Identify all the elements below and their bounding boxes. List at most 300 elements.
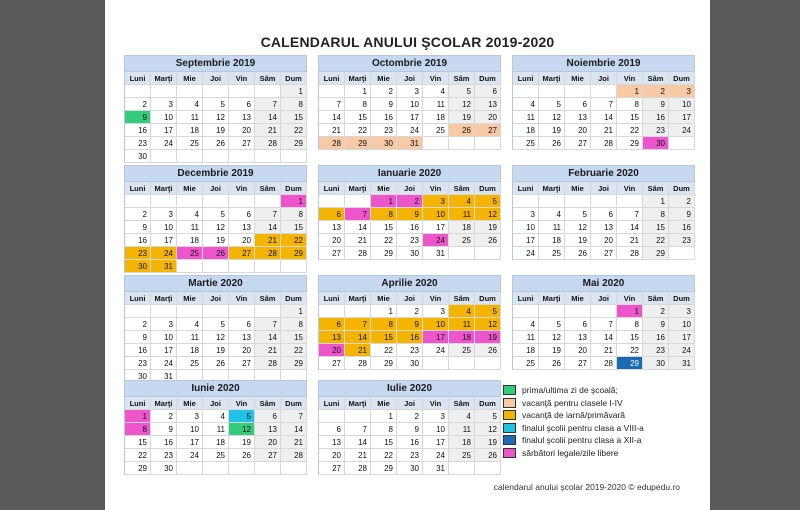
day-cell: 29 [371,357,397,370]
day-cell: 9 [125,221,151,234]
day-cell: 13 [319,221,345,234]
empty-day-cell [449,462,475,475]
day-cell: 23 [643,344,669,357]
day-cell: 6 [591,208,617,221]
day-cell: 25 [203,449,229,462]
empty-day-cell [177,462,203,475]
empty-day-cell [423,357,449,370]
day-cell: 12 [475,208,501,221]
day-cell: 11 [177,221,203,234]
day-cell: 31 [397,137,423,150]
weekday-header: Vin [229,182,255,195]
weekday-header: Joi [203,397,229,410]
day-cell: 7 [345,423,371,436]
day-cell: 15 [371,436,397,449]
day-cell: 2 [397,410,423,423]
day-cell: 28 [591,357,617,370]
day-cell: 7 [617,208,643,221]
day-cell: 7 [345,208,371,221]
day-cell: 7 [255,208,281,221]
day-cell: 25 [449,449,475,462]
day-cell: 14 [345,331,371,344]
day-cell: 2 [371,85,397,98]
weekday-header: Joi [203,182,229,195]
day-cell: 23 [397,449,423,462]
day-cell: 12 [203,331,229,344]
day-cell: 24 [177,449,203,462]
empty-day-cell [255,195,281,208]
legend-swatch [503,435,516,445]
day-cell: 20 [319,234,345,247]
day-cell: 30 [643,357,669,370]
weekday-header: Luni [125,397,151,410]
day-cell: 21 [255,344,281,357]
day-cell: 5 [449,85,475,98]
weekday-header: Mie [371,292,397,305]
day-cell: 6 [255,410,281,423]
day-cell: 23 [371,124,397,137]
weekday-header: Marţi [345,182,371,195]
legend-label: vacanţă de iarnă/primăvară [522,410,626,421]
day-cell: 4 [449,305,475,318]
empty-day-cell [177,260,203,273]
empty-day-cell [617,195,643,208]
weekday-header: Mie [177,292,203,305]
day-cell: 25 [177,357,203,370]
day-cell: 8 [345,98,371,111]
day-cell: 29 [371,462,397,475]
day-cell: 5 [203,98,229,111]
day-cell: 27 [229,137,255,150]
day-cell: 20 [565,344,591,357]
weekday-header: Luni [319,182,345,195]
day-cell: 17 [151,124,177,137]
weekday-header: Dum [281,292,307,305]
day-cell: 13 [229,221,255,234]
day-cell: 15 [617,111,643,124]
day-cell: 24 [151,357,177,370]
empty-day-cell [475,137,501,150]
weekday-header: Sâm [643,292,669,305]
day-cell: 10 [397,98,423,111]
day-cell: 30 [371,137,397,150]
day-cell: 24 [151,137,177,150]
day-cell: 21 [345,234,371,247]
day-cell: 20 [475,111,501,124]
day-cell: 4 [539,208,565,221]
day-cell: 5 [229,410,255,423]
day-cell: 9 [397,208,423,221]
day-cell: 29 [281,357,307,370]
weekday-header: Joi [397,397,423,410]
weekday-header: Mie [565,72,591,85]
day-cell: 11 [177,111,203,124]
day-cell: 10 [423,423,449,436]
day-cell: 1 [371,195,397,208]
day-cell: 31 [669,357,695,370]
day-cell: 28 [345,357,371,370]
weekday-header: Luni [513,182,539,195]
day-cell: 23 [151,449,177,462]
day-cell: 26 [229,449,255,462]
day-cell: 27 [229,357,255,370]
day-cell: 22 [281,234,307,247]
empty-day-cell [539,85,565,98]
day-cell: 26 [539,137,565,150]
day-cell: 15 [643,221,669,234]
day-cell: 11 [539,221,565,234]
month-calendar [124,275,307,383]
day-cell: 16 [669,221,695,234]
day-cell: 15 [281,221,307,234]
day-cell: 6 [475,85,501,98]
day-cell: 5 [203,318,229,331]
day-cell: 25 [423,124,449,137]
legend-label: finalul şcolii pentru clasa a VIII-a [522,422,644,433]
day-cell: 27 [319,247,345,260]
day-cell: 7 [255,318,281,331]
weekday-header: Mie [371,182,397,195]
day-cell: 15 [371,221,397,234]
day-cell: 27 [591,247,617,260]
day-cell: 30 [397,357,423,370]
day-cell: 14 [617,221,643,234]
weekday-header: Marţi [539,292,565,305]
day-cell: 29 [617,357,643,370]
day-cell: 14 [591,111,617,124]
day-cell: 25 [513,137,539,150]
weekday-header: Sâm [255,292,281,305]
day-cell: 14 [591,331,617,344]
empty-day-cell [449,247,475,260]
legend-swatch [503,410,516,420]
empty-day-cell [229,150,255,163]
day-cell: 11 [449,208,475,221]
day-cell: 5 [475,195,501,208]
legend-swatch [503,423,516,433]
day-cell: 29 [281,137,307,150]
day-cell: 27 [565,137,591,150]
empty-day-cell [203,462,229,475]
empty-day-cell [591,305,617,318]
day-cell: 31 [423,247,449,260]
day-cell: 12 [475,423,501,436]
weekday-header: Sâm [643,72,669,85]
day-cell: 25 [513,357,539,370]
day-cell: 30 [643,137,669,150]
weekday-header: Joi [591,72,617,85]
empty-day-cell [151,150,177,163]
day-cell: 16 [151,436,177,449]
day-cell: 17 [177,436,203,449]
empty-day-cell [539,305,565,318]
day-cell: 29 [125,462,151,475]
day-cell: 4 [177,98,203,111]
day-cell: 10 [151,111,177,124]
day-cell: 28 [255,247,281,260]
day-cell: 8 [281,208,307,221]
day-cell: 28 [591,137,617,150]
empty-day-cell [591,195,617,208]
day-cell: 22 [371,449,397,462]
day-cell: 8 [617,98,643,111]
day-cell: 2 [643,85,669,98]
weekday-header: Luni [319,292,345,305]
day-cell: 24 [669,344,695,357]
day-cell: 8 [371,318,397,331]
day-cell: 3 [177,410,203,423]
day-cell: 22 [617,344,643,357]
day-cell: 18 [177,124,203,137]
day-cell: 3 [397,85,423,98]
day-cell: 21 [255,124,281,137]
weekday-header: Vin [229,72,255,85]
day-cell: 12 [539,111,565,124]
day-cell: 8 [617,318,643,331]
day-cell: 4 [423,85,449,98]
day-cell: 2 [397,305,423,318]
month-title: Noiembrie 2019 [513,56,695,72]
empty-day-cell [423,137,449,150]
weekday-header: Vin [617,182,643,195]
day-cell: 10 [151,221,177,234]
empty-day-cell [203,260,229,273]
day-cell: 20 [591,234,617,247]
weekday-header: Sâm [449,182,475,195]
day-cell: 21 [345,344,371,357]
empty-day-cell [565,85,591,98]
day-cell: 15 [281,331,307,344]
day-cell: 25 [177,137,203,150]
day-cell: 24 [513,247,539,260]
day-cell: 7 [591,98,617,111]
weekday-header: Sâm [643,182,669,195]
day-cell: 17 [397,111,423,124]
month-calendar [318,165,501,260]
day-cell: 31 [151,260,177,273]
day-cell: 17 [669,111,695,124]
day-cell: 24 [423,234,449,247]
day-cell: 3 [151,318,177,331]
empty-day-cell [229,85,255,98]
day-cell: 14 [345,221,371,234]
day-cell: 23 [643,124,669,137]
day-cell: 25 [177,247,203,260]
day-cell: 12 [565,221,591,234]
empty-day-cell [319,305,345,318]
day-cell: 24 [151,247,177,260]
legend-label: finalul şcolii pentru clasa a XII-a [522,435,642,446]
day-cell: 16 [397,221,423,234]
day-cell: 1 [371,410,397,423]
empty-day-cell [151,195,177,208]
legend-label: vacanţă pentru clasele I-IV [522,397,623,408]
empty-day-cell [345,305,371,318]
day-cell: 24 [669,124,695,137]
legend-item [503,434,644,447]
legend-item [503,397,644,410]
day-cell: 19 [539,124,565,137]
day-cell: 28 [617,247,643,260]
day-cell: 18 [449,221,475,234]
day-cell: 30 [151,462,177,475]
weekday-header: Vin [229,292,255,305]
day-cell: 30 [397,247,423,260]
empty-day-cell [177,150,203,163]
day-cell: 10 [151,331,177,344]
day-cell: 19 [539,344,565,357]
empty-day-cell [255,462,281,475]
day-cell: 7 [591,318,617,331]
weekday-header: Luni [125,182,151,195]
weekday-header: Joi [203,72,229,85]
day-cell: 5 [475,410,501,423]
day-cell: 14 [255,111,281,124]
day-cell: 30 [125,260,151,273]
day-cell: 22 [371,344,397,357]
day-cell: 22 [345,124,371,137]
weekday-header: Luni [319,72,345,85]
day-cell: 16 [125,234,151,247]
empty-day-cell [229,195,255,208]
day-cell: 10 [423,208,449,221]
footer-credit: calendarul anului şcolar 2019-2020 © edupedu.ro [493,482,680,492]
weekday-header: Luni [319,397,345,410]
day-cell: 13 [565,331,591,344]
day-cell: 22 [281,344,307,357]
day-cell: 9 [397,318,423,331]
day-cell: 19 [475,331,501,344]
day-cell: 5 [475,305,501,318]
weekday-header: Dum [281,72,307,85]
day-cell: 9 [371,98,397,111]
legend-swatch [503,398,516,408]
day-cell: 5 [539,98,565,111]
day-cell: 13 [229,111,255,124]
day-cell: 8 [371,423,397,436]
weekday-header: Sâm [449,397,475,410]
day-cell: 18 [177,344,203,357]
weekday-header: Dum [475,397,501,410]
day-cell: 1 [281,195,307,208]
day-cell: 21 [255,234,281,247]
month-title: Ianuarie 2020 [319,166,501,182]
day-cell: 28 [345,247,371,260]
page-title: CALENDARUL ANULUI ŞCOLAR 2019-2020 [260,34,555,50]
day-cell: 28 [345,462,371,475]
day-cell: 1 [617,85,643,98]
empty-day-cell [513,305,539,318]
empty-day-cell [319,195,345,208]
day-cell: 6 [319,423,345,436]
day-cell: 8 [371,208,397,221]
legend-item [503,409,644,422]
day-cell: 13 [475,98,501,111]
weekday-header: Dum [669,292,695,305]
empty-day-cell [475,357,501,370]
day-cell: 2 [669,195,695,208]
day-cell: 20 [229,234,255,247]
legend-label: prima/ultima zi de şcoală; [522,385,618,396]
day-cell: 2 [643,305,669,318]
weekday-header: Sâm [255,397,281,410]
day-cell: 27 [565,357,591,370]
weekday-header: Joi [591,292,617,305]
day-cell: 4 [449,195,475,208]
day-cell: 26 [203,247,229,260]
day-cell: 16 [643,111,669,124]
day-cell: 10 [513,221,539,234]
day-cell: 28 [255,357,281,370]
day-cell: 22 [371,234,397,247]
weekday-header: Marţi [151,72,177,85]
day-cell: 9 [151,423,177,436]
day-cell: 8 [281,318,307,331]
day-cell: 21 [591,124,617,137]
day-cell: 6 [319,208,345,221]
day-cell: 18 [177,234,203,247]
empty-day-cell [125,85,151,98]
month-title: Decembrie 2019 [125,166,307,182]
empty-day-cell [449,357,475,370]
month-title: Iulie 2020 [319,381,501,397]
day-cell: 22 [281,124,307,137]
day-cell: 18 [513,124,539,137]
empty-day-cell [513,85,539,98]
day-cell: 28 [319,137,345,150]
weekday-header: Marţi [539,182,565,195]
empty-day-cell [125,195,151,208]
day-cell: 18 [449,331,475,344]
day-cell: 3 [423,195,449,208]
month-title: Mai 2020 [513,276,695,292]
day-cell: 6 [319,318,345,331]
weekday-header: Mie [565,182,591,195]
weekday-header: Luni [125,292,151,305]
day-cell: 25 [449,234,475,247]
empty-day-cell [255,85,281,98]
day-cell: 7 [345,318,371,331]
day-cell: 21 [319,124,345,137]
empty-day-cell [255,150,281,163]
day-cell: 28 [255,137,281,150]
day-cell: 2 [125,208,151,221]
weekday-header: Vin [423,72,449,85]
empty-day-cell [203,85,229,98]
empty-day-cell [669,137,695,150]
day-cell: 8 [281,98,307,111]
day-cell: 4 [513,98,539,111]
weekday-header: Marţi [345,292,371,305]
day-cell: 16 [371,111,397,124]
day-cell: 11 [449,423,475,436]
day-cell: 26 [475,449,501,462]
day-cell: 10 [669,98,695,111]
weekday-header: Joi [203,292,229,305]
day-cell: 4 [449,410,475,423]
day-cell: 19 [475,436,501,449]
weekday-header: Mie [565,292,591,305]
day-cell: 1 [617,305,643,318]
weekday-header: Mie [177,72,203,85]
day-cell: 1 [125,410,151,423]
day-cell: 3 [423,410,449,423]
month-calendar [124,165,307,273]
day-cell: 1 [281,305,307,318]
day-cell: 6 [229,98,255,111]
day-cell: 9 [397,423,423,436]
empty-day-cell [281,462,307,475]
